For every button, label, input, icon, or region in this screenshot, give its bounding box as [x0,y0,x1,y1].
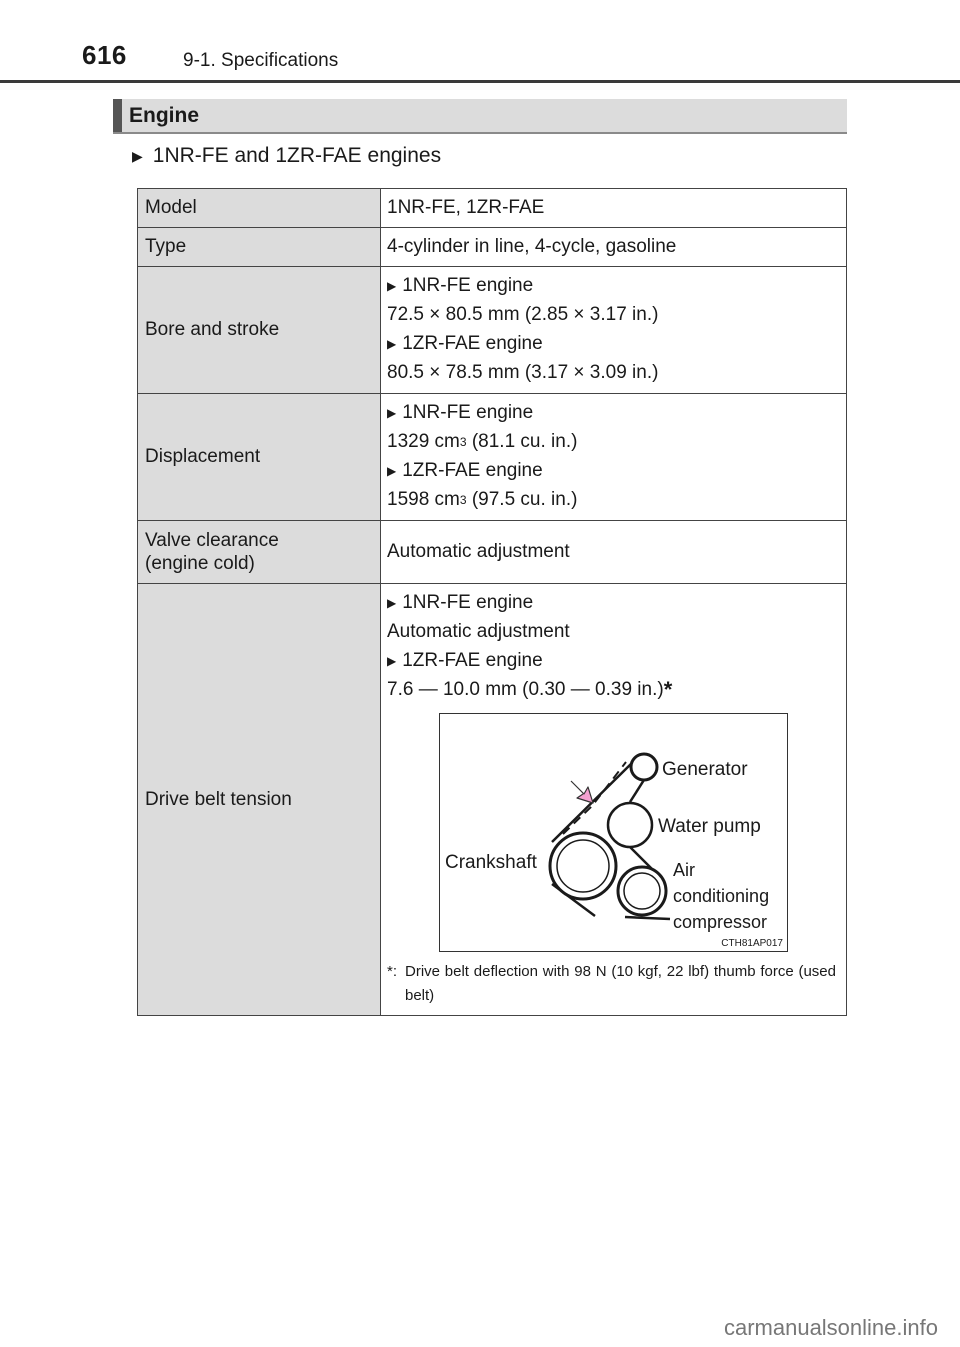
spec-value: 1329 cm 3 (81.1 cu. in.) [387,427,846,457]
triangle-bullet-icon: ▶ [387,337,397,351]
engine-heading [387,647,846,675]
ac-compressor-pulley [618,867,666,915]
spec-value: 1598 cm 3 (97.5 cu. in.) [387,485,846,515]
ac-label-line: Air [673,860,695,880]
engine-name: 1ZR-FAE engine [402,650,543,671]
section-bar [113,99,847,134]
water-pump-label: Water pump [658,816,761,837]
value-number: 1598 cm [387,489,460,510]
water-pump-pulley [608,803,652,847]
value-unit: (81.1 cu. in.) [466,431,578,452]
spec-value: Automatic adjustment [387,621,570,642]
table-row [138,189,847,228]
engine-heading [387,330,846,358]
value-unit: (97.5 cu. in.) [466,489,578,510]
footnote-marker: *: [387,963,398,980]
triangle-bullet-icon: ▶ [387,279,397,293]
belt-diagram [439,713,788,952]
triangle-bullet-icon: ▶ [387,464,397,478]
generator-label: Generator [662,759,748,780]
diagram-code: CTH81AP017 [721,938,783,949]
row-value [381,267,847,394]
crankshaft-label: Crankshaft [445,852,537,873]
pink-arrow-icon [571,781,593,803]
triangle-bullet-icon: ▶ [387,406,397,420]
spec-table [137,188,847,1016]
footnote [387,960,846,1008]
spec-value: 72.5 × 80.5 mm (2.85 × 3.17 in.) [387,304,659,325]
row-value: Automatic adjustment [381,521,847,584]
row-label: Model [138,189,381,228]
engine-name: 1NR-FE engine [402,275,534,296]
section-title: Engine [129,104,200,127]
subheading [132,144,441,168]
engine-name: 1ZR-FAE engine [402,460,543,481]
crankshaft-pulley [550,833,616,899]
spec-value: 80.5 × 78.5 mm (3.17 × 3.09 in.) [387,362,659,383]
label-line: (engine cold) [145,553,255,574]
table-row [138,584,847,1016]
watermark: carmanualsonline.info [723,1315,938,1340]
section-path: 9-1. Specifications [183,50,339,71]
engine-heading [387,589,846,617]
engine-name: 1ZR-FAE engine [402,333,543,354]
header-rule [0,80,960,83]
row-label: Displacement [138,394,381,521]
spec-value: 7.6 — 10.0 mm (0.30 — 0.39 in.) * [387,675,846,705]
row-value [381,584,847,1016]
label-line: Valve clearance [145,530,279,551]
engine-name: 1NR-FE engine [402,592,534,613]
table-row [138,521,847,584]
generator-pulley [631,754,657,780]
ac-compressor-label [673,857,769,935]
value-number: 1329 cm [387,431,460,452]
engine-heading [387,457,846,485]
row-label: Bore and stroke [138,267,381,394]
row-value: 1NR-FE, 1ZR-FAE [381,189,847,228]
row-value [381,394,847,521]
triangle-bullet-icon: ▶ [132,147,143,164]
row-label [138,521,381,584]
footnote-text: Drive belt deflection with 98 N (10 kgf, 22 lbf) thumb force (used belt) [405,963,836,1004]
table-row [138,228,847,267]
engine-heading [387,272,846,300]
row-value: 4-cylinder in line, 4-cycle, gasoline [381,228,847,267]
engine-heading [387,399,846,427]
engine-name: 1NR-FE engine [402,402,534,423]
ac-label-line: conditioning [673,886,770,906]
table-row [138,394,847,521]
page-number: 616 [82,40,127,70]
triangle-bullet-icon: ▶ [387,654,397,668]
row-label: Drive belt tension [138,584,381,1016]
belt-deflection-value: 7.6 — 10.0 mm (0.30 — 0.39 in.) [387,679,664,700]
table-row [138,267,847,394]
section-bar-accent [113,99,122,132]
subheading-text: 1NR-FE and 1ZR-FAE engines [152,144,442,167]
row-label: Type [138,228,381,267]
ac-label-line: compressor [673,912,768,932]
triangle-bullet-icon: ▶ [387,596,397,610]
